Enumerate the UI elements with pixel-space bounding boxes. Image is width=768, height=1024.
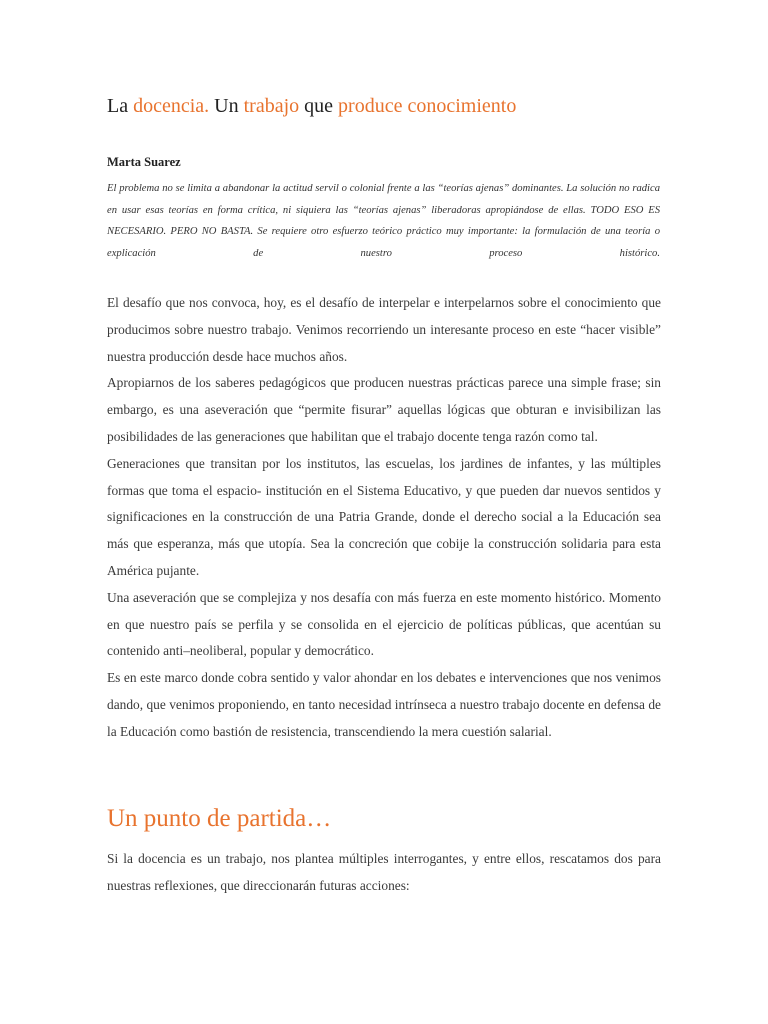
- document-title: [107, 92, 516, 120]
- title-word-la: La: [107, 95, 134, 117]
- body-paragraph: El desafío que nos convoca, hoy, es el desafío de interpelar e interpelarnos sobre el conocimiento que producimos sobre nuestro trabajo. Venimos recorriendo un interesante proceso en este “hacer visible” nuestra producción desde hace muchos años.: [107, 295, 661, 364]
- body-text: [107, 290, 661, 746]
- title-word-que: que: [299, 95, 339, 117]
- body-paragraph: Es en este marco donde cobra sentido y valor ahondar en los debates e intervenciones que nos venimos dando, que venimos proponiendo, en tanto necesidad intrínseca a nuestro trabajo docente en defensa de la Educación como bastión de resistencia, transcendiendo la mera cuestión salarial.: [107, 670, 661, 739]
- title-word-trabajo: trabajo: [243, 95, 300, 117]
- title-word-un: Un: [209, 95, 244, 117]
- title-word-produce-conocimiento: produce conocimiento: [338, 95, 517, 117]
- body-paragraph: Generaciones que transitan por los institutos, las escuelas, los jardines de infantes, y las múltiples formas que toma el espacio- institución en el Sistema Educativo, y que pueden dar nuevos sentidos y significaciones en la construcción de una Patria Grande, donde el derecho social a la Educación sea más que esperanza, más que utopía. Sea la concreción que cobije la construcción solidaria para esta América pujante.: [107, 455, 661, 578]
- abstract-epigraph: El problema no se limita a abandonar la actitud servil o colonial frente a las “teorías ajenas” dominantes. La solución no radica en usar esas teorías en forma crítica, ni siquiera las “teorías ajenas” liberadoras apropiándose de ellas. TODO ESO ES NECESARIO. PERO NO BASTA. Se requiere otro esfuerzo teórico práctico muy importante: la formulación de una teoría o explicación de nuestro proceso histórico.: [107, 183, 660, 259]
- section-paragraph: Si la docencia es un trabajo, nos plantea múltiples interrogantes, y entre ellos, rescatamos dos para nuestras reflexiones, que direccionarán futuras acciones:: [107, 851, 661, 893]
- body-paragraph: Apropiarnos de los saberes pedagógicos que producen nuestras prácticas parece una simple frase; sin embargo, es una aseveración que “permite fisurar” aquellas lógicas que obturan e invisibilizan las posibilidades de las generaciones que habilitan que el trabajo docente tenga razón como tal.: [107, 375, 661, 444]
- section-heading: Un punto de partida…: [107, 805, 332, 832]
- body-paragraph: Una aseveración que se complejiza y nos desafía con más fuerza en este momento histórico. Momento en que nuestro país se perfila y se consolida en el ejercicio de políticas públicas, que acentúan su contenido anti–neoliberal, popular y democrático.: [107, 589, 661, 659]
- title-word-docencia: docencia.: [133, 95, 210, 117]
- author-name: Marta Suarez: [107, 155, 181, 169]
